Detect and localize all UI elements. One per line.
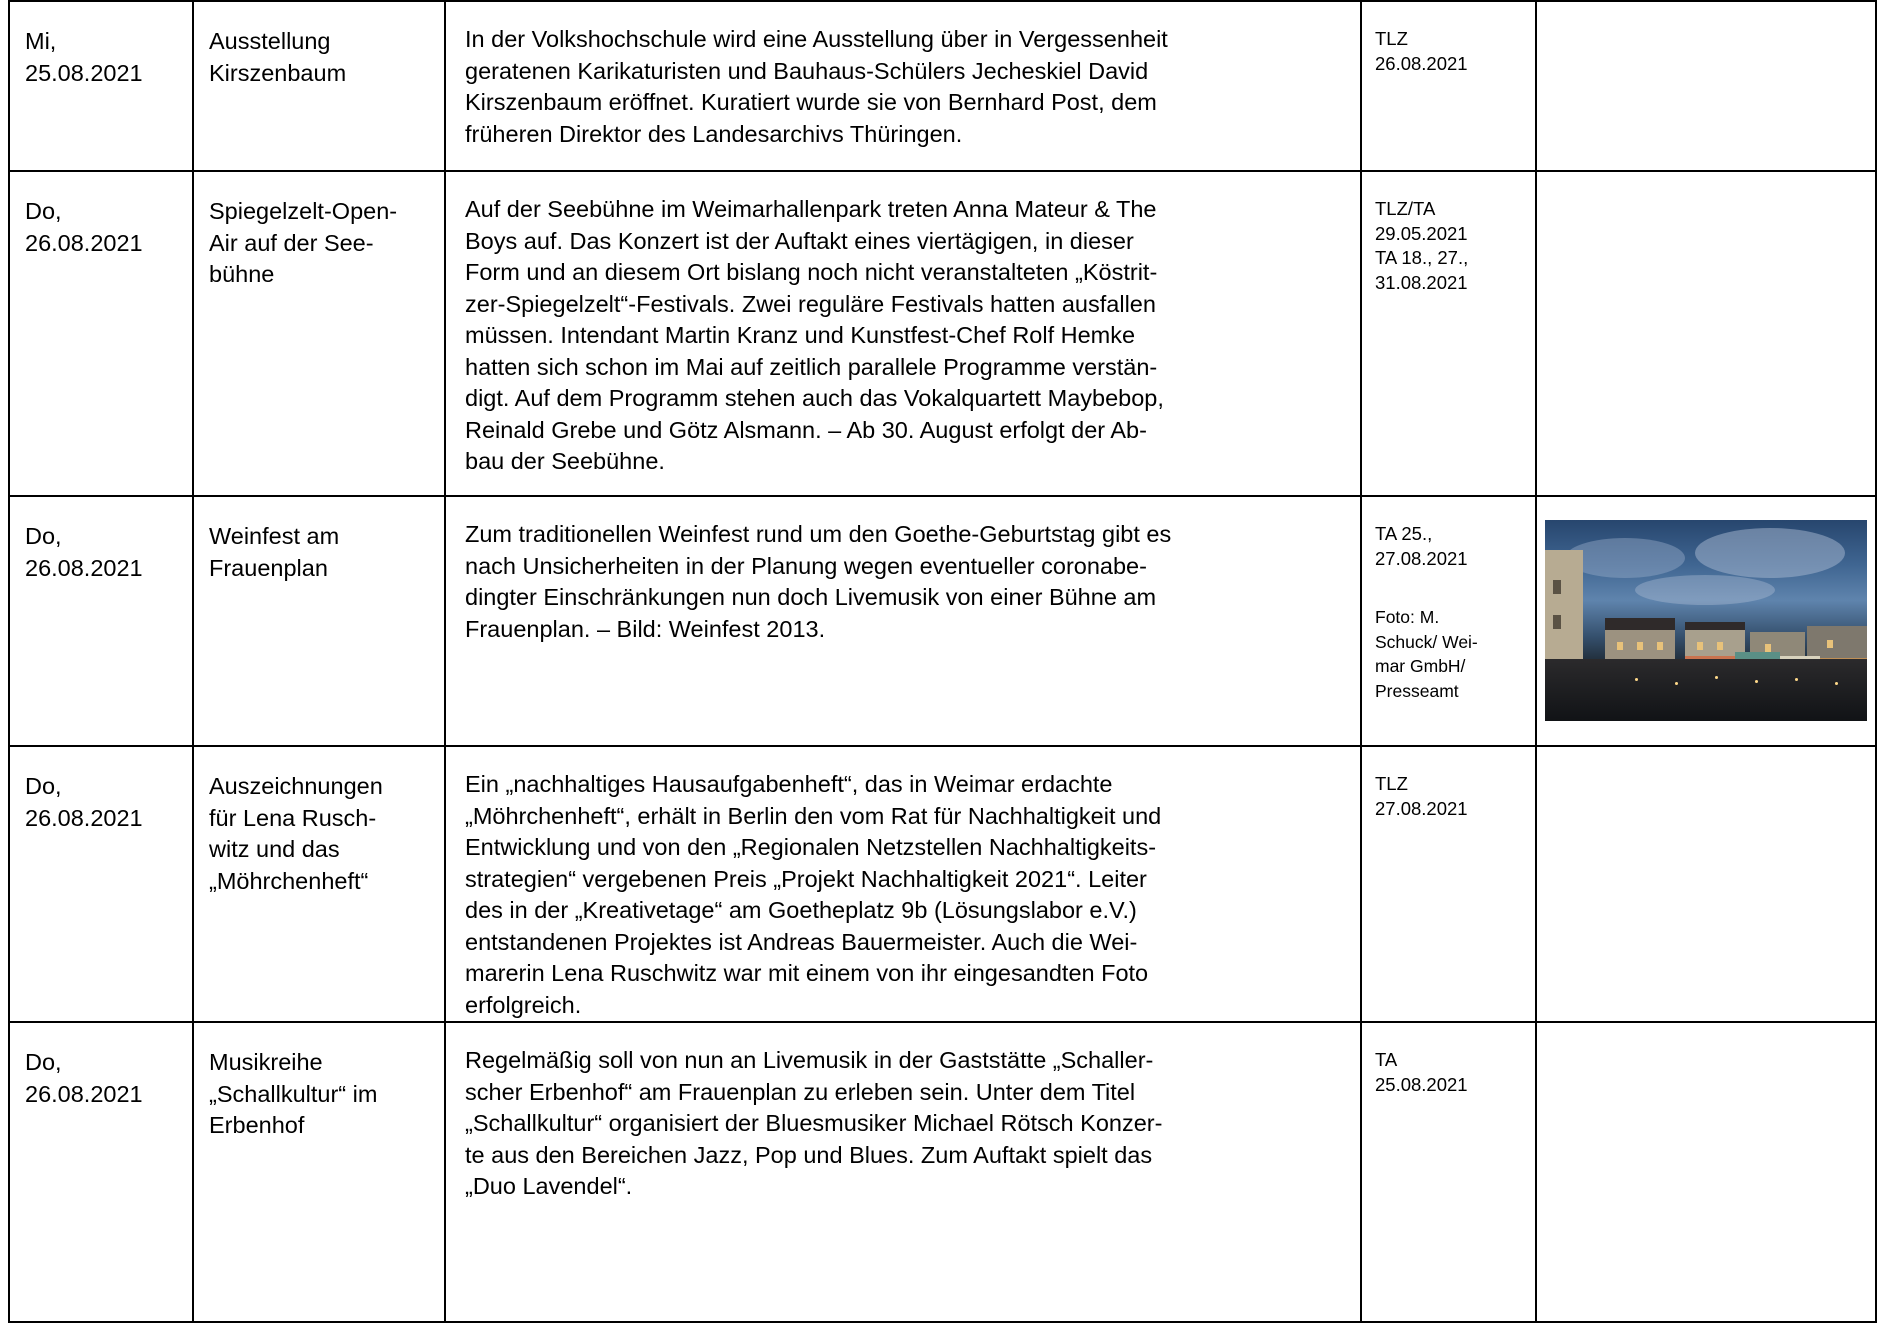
source-cell bbox=[1361, 171, 1536, 496]
title-cell bbox=[193, 171, 445, 496]
description-cell bbox=[445, 171, 1361, 496]
image-cell bbox=[1536, 1022, 1876, 1322]
description-line: bau der Seebühne. bbox=[465, 448, 665, 474]
description-line: marerin Lena Ruschwitz war mit einem von ihr eingesandten Foto bbox=[465, 960, 1149, 986]
image-cell bbox=[1536, 171, 1876, 496]
date-line: 26.08.2021 bbox=[25, 1080, 143, 1107]
description-line: Reinald Grebe und Götz Alsmann. – Ab 30. August erfolgt der Ab- bbox=[465, 416, 1147, 443]
description-line: Auf der Seebühne im Weimarhallenpark treten Anna Mateur & The bbox=[465, 196, 1157, 222]
date-line: Do, bbox=[25, 1049, 62, 1075]
photo-credit bbox=[1375, 605, 1527, 703]
source-line: TLZ bbox=[1375, 773, 1408, 794]
title-cell bbox=[193, 1, 445, 171]
credit-line: Foto: M. bbox=[1375, 607, 1440, 627]
title-line: Weinfest am bbox=[209, 523, 340, 549]
credit-line: mar GmbH/ bbox=[1375, 656, 1466, 676]
title-cell bbox=[193, 746, 445, 1022]
description-line: scher Erbenhof“ am Frauenplan zu erleben sein. Unter dem Titel bbox=[465, 1078, 1136, 1105]
description-line: entstandenen Projektes ist Andreas Bauermeister. Auch die Wei- bbox=[465, 928, 1138, 955]
description-line: In der Volkshochschule wird eine Ausstellung über in Vergessenheit bbox=[465, 26, 1168, 52]
weinfest-photo bbox=[1545, 520, 1867, 721]
description-line: müssen. Intendant Martin Kranz und Kunstfest-Chef Rolf Hemke bbox=[465, 322, 1136, 348]
image-cell bbox=[1536, 746, 1876, 1022]
table-row bbox=[9, 496, 1876, 746]
source-line: 27.08.2021 bbox=[1375, 547, 1468, 569]
table-row bbox=[9, 1, 1876, 171]
description-line: „Duo Lavendel“. bbox=[465, 1173, 633, 1199]
date-cell bbox=[9, 1, 193, 171]
description-line: Zum traditionellen Weinfest rund um den Goethe-Geburtstag gibt es bbox=[465, 521, 1172, 547]
description-line: zer-Spiegelzelt“-Festivals. Zwei reguläre Festivals hatten ausfallen bbox=[465, 290, 1156, 317]
description-line: Form und an diesem Ort bislang noch nicht veranstalteten „Köstrit- bbox=[465, 259, 1158, 285]
title-cell bbox=[193, 1022, 445, 1322]
description-line: Frauenplan. – Bild: Weinfest 2013. bbox=[465, 615, 826, 642]
title-line: bühne bbox=[209, 261, 275, 287]
title-line: „Möhrchenheft“ bbox=[209, 867, 369, 894]
description-line: Kirszenbaum eröffnet. Kuratiert wurde sie von Bernhard Post, dem bbox=[465, 89, 1157, 115]
source-line: TLZ bbox=[1375, 28, 1408, 49]
date-line: 25.08.2021 bbox=[25, 59, 143, 86]
title-line: Auszeichnungen bbox=[209, 773, 383, 799]
description-line: erfolgreich. bbox=[465, 991, 582, 1018]
title-line: Kirszenbaum bbox=[209, 59, 347, 86]
description-cell bbox=[445, 496, 1361, 746]
description-line: strategien“ vergebenen Preis „Projekt Nachhaltigkeit 2021“. Leiter bbox=[465, 865, 1147, 892]
credit-line: Schuck/ Wei- bbox=[1375, 631, 1478, 652]
source-line: 27.08.2021 bbox=[1375, 797, 1468, 819]
source-cell bbox=[1361, 1, 1536, 171]
date-line: Mi, bbox=[25, 28, 57, 54]
chronicle-table bbox=[8, 0, 1877, 1323]
date-cell bbox=[9, 171, 193, 496]
source-cell bbox=[1361, 496, 1536, 746]
date-line: 26.08.2021 bbox=[25, 554, 143, 581]
source-line: TA 25., bbox=[1375, 523, 1433, 544]
source-line: 25.08.2021 bbox=[1375, 1073, 1468, 1095]
table-row bbox=[9, 1022, 1876, 1322]
description-line: früheren Direktor des Landesarchivs Thüringen. bbox=[465, 120, 963, 147]
date-line: Do, bbox=[25, 773, 62, 799]
source-line: 29.05.2021 bbox=[1375, 222, 1468, 244]
description-cell bbox=[445, 1, 1361, 171]
title-line: „Schallkultur“ im bbox=[209, 1080, 378, 1107]
source-cell bbox=[1361, 746, 1536, 1022]
table-row bbox=[9, 746, 1876, 1022]
description-line: hatten sich schon im Mai auf zeitlich parallele Programme verstän- bbox=[465, 353, 1158, 380]
description-line: „Schallkultur“ organisiert der Bluesmusiker Michael Rötsch Konzer- bbox=[465, 1110, 1163, 1136]
date-cell bbox=[9, 496, 193, 746]
description-line: digt. Auf dem Programm stehen auch das Vokalquartett Maybebop, bbox=[465, 385, 1164, 411]
description-cell bbox=[445, 1022, 1361, 1322]
source-line: TA bbox=[1375, 1049, 1398, 1070]
image-cell bbox=[1536, 496, 1876, 746]
description-line: dingter Einschränkungen nun doch Livemusik von einer Bühne am bbox=[465, 584, 1157, 610]
date-line: 26.08.2021 bbox=[25, 804, 143, 831]
title-line: witz und das bbox=[209, 836, 340, 862]
title-line: Air auf der See- bbox=[209, 229, 374, 256]
description-cell bbox=[445, 746, 1361, 1022]
source-line: 26.08.2021 bbox=[1375, 52, 1468, 74]
date-line: 26.08.2021 bbox=[25, 229, 143, 256]
description-line: Boys auf. Das Konzert ist der Auftakt eines viertägigen, in dieser bbox=[465, 227, 1134, 254]
image-cell bbox=[1536, 1, 1876, 171]
description-line: te aus den Bereichen Jazz, Pop und Blues. Zum Auftakt spielt das bbox=[465, 1141, 1153, 1168]
description-line: des in der „Kreativetage“ am Goetheplatz 9b (Lösungslabor e.V.) bbox=[465, 897, 1137, 923]
title-line: für Lena Rusch- bbox=[209, 804, 377, 831]
description-line: Ein „nachhaltiges Hausaufgabenheft“, das in Weimar erdachte bbox=[465, 771, 1113, 797]
date-line: Do, bbox=[25, 523, 62, 549]
date-cell bbox=[9, 746, 193, 1022]
source-line: TLZ/TA bbox=[1375, 198, 1436, 219]
table-row bbox=[9, 171, 1876, 496]
title-line: Spiegelzelt-Open- bbox=[209, 198, 398, 224]
description-line: „Möhrchenheft“, erhält in Berlin den vom Rat für Nachhaltigkeit und bbox=[465, 802, 1162, 829]
chronicle-table-body bbox=[9, 1, 1876, 1322]
date-cell bbox=[9, 1022, 193, 1322]
source-cell bbox=[1361, 1022, 1536, 1322]
date-line: Do, bbox=[25, 198, 62, 224]
title-line: Erbenhof bbox=[209, 1112, 305, 1138]
title-line: Ausstellung bbox=[209, 28, 331, 54]
credit-line: Presseamt bbox=[1375, 680, 1459, 701]
description-line: geratenen Karikaturisten und Bauhaus-Schülers Jecheskiel David bbox=[465, 57, 1149, 84]
source-line: 31.08.2021 bbox=[1375, 271, 1468, 293]
description-line: Regelmäßig soll von nun an Livemusik in der Gaststätte „Schaller- bbox=[465, 1047, 1154, 1073]
description-line: nach Unsicherheiten in der Planung wegen eventueller coronabe- bbox=[465, 552, 1147, 579]
title-line: Frauenplan bbox=[209, 554, 328, 581]
title-line: Musikreihe bbox=[209, 1049, 323, 1075]
title-cell bbox=[193, 496, 445, 746]
source-line: TA 18., 27., bbox=[1375, 247, 1469, 268]
description-line: Entwicklung und von den „Regionalen Netzstellen Nachhaltigkeits- bbox=[465, 834, 1157, 860]
